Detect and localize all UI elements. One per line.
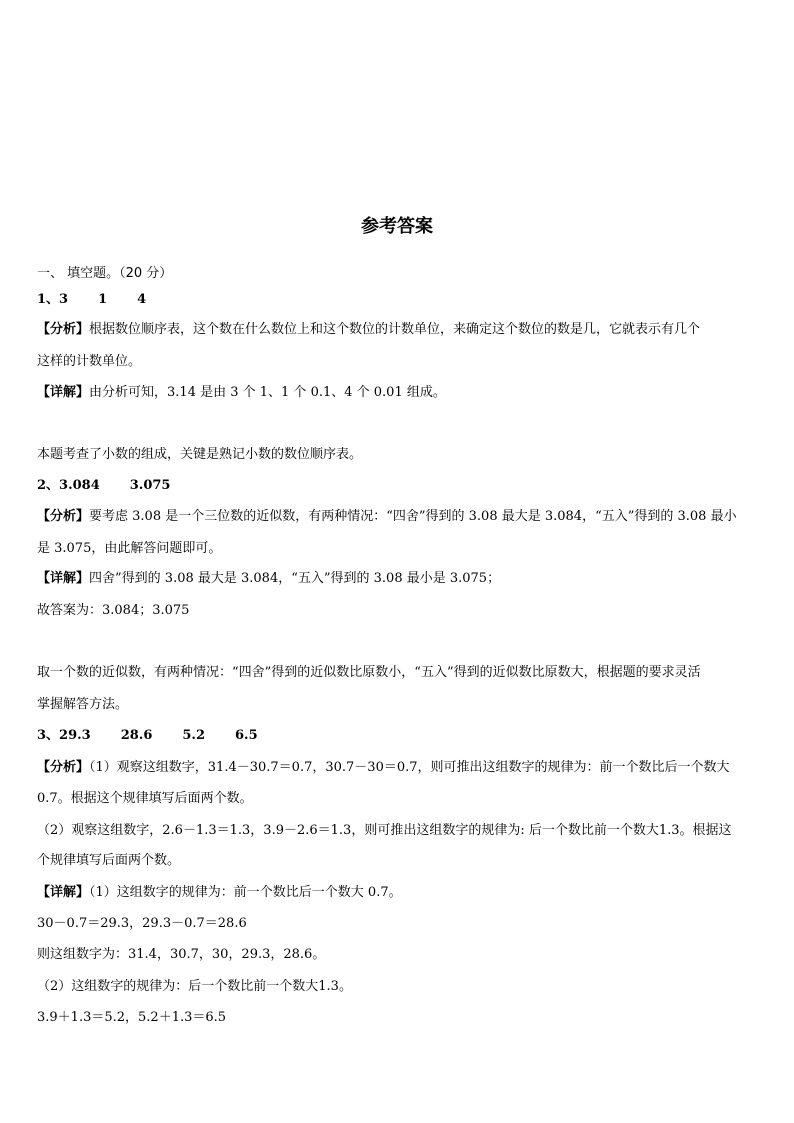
analysis-line — [37, 322, 759, 338]
analysis-text: （1）观察这组数字，31.4－30.7＝0.7，30.7－30＝0.7，则可推出这组数字的规律为：前一个数比后一个数大 — [89, 760, 730, 775]
detail-text: 四舍”得到的 3.08 最大是 3.084，“五入”得到的 3.08 最小是 3.075； — [89, 571, 501, 586]
detail-label: 【详解】 — [37, 571, 90, 586]
detail-line — [37, 571, 759, 587]
analysis-label: 【分析】 — [37, 509, 90, 524]
detail-line: 则这组数字为：31.4，30.7，30，29.3，28.6。 — [37, 947, 326, 962]
answer-value: 28.6 — [120, 728, 153, 743]
detail-text: 由分析可知，3.14 是由 3 个 1、1 个 0.1、4 个 0.01 组成。 — [89, 385, 446, 400]
detail-text: （1）这组数字的规律为：前一个数比后一个数大 0.7。 — [89, 885, 402, 900]
analysis-text: 根据数位顺序表，这个数在什么数位上和这个数位的计数单位，来确定这个数位的数是几，它就表示有几个 — [89, 322, 701, 337]
answer-value: 3.075 — [129, 478, 171, 493]
answer-1-values — [37, 292, 759, 308]
comment-line: 本题考查了小数的组成，关键是熟记小数的数位顺序表。 — [37, 447, 363, 462]
answer-number: 1、 — [37, 292, 60, 307]
answer-3-values — [37, 728, 759, 744]
answer-value: 5.2 — [182, 728, 206, 743]
answer-2-values — [37, 478, 759, 494]
answer-value: 29.3 — [59, 728, 91, 743]
detail-line: （2）这组数字的规律为：后一个数比前一个数大1.3。 — [37, 979, 352, 994]
answer-number: 3、 — [37, 728, 60, 743]
page-title: 参考答案 — [361, 216, 433, 237]
detail-label: 【详解】 — [37, 885, 90, 900]
answer-value: 3.084 — [59, 478, 100, 493]
analysis-label: 【分析】 — [37, 760, 90, 775]
detail-line: 3.9＋1.3＝5.2，5.2＋1.3＝6.5 — [37, 1010, 227, 1025]
analysis-line: 这样的计数单位。 — [37, 354, 142, 369]
detail-line — [37, 385, 759, 401]
analysis-line — [37, 509, 759, 525]
detail-label: 【详解】 — [37, 385, 90, 400]
analysis-text: 要考虑 3.08 是一个三位数的近似数，有两种情况：“四舍”得到的 3.08 最大是 3.084，“五入”得到的 3.08 最小 — [89, 509, 737, 524]
analysis-label: 【分析】 — [37, 322, 90, 337]
analysis-line: （2）观察这组数字，2.6－1.3＝1.3，3.9－2.6＝1.3，则可推出这组数字的规律为: 后一个数比前一个数大1.3。根据这 — [37, 823, 732, 838]
analysis-line — [37, 760, 759, 776]
answer-number: 2、 — [37, 478, 60, 493]
detail-line — [37, 885, 759, 901]
section-heading: 一、 填空题。（20 分） — [37, 266, 173, 281]
answer-value: 6.5 — [235, 728, 258, 743]
detail-line: 30－0.7＝29.3，29.3－0.7＝28.6 — [37, 916, 247, 931]
analysis-line: 是 3.075，由此解答问题即可。 — [37, 541, 222, 556]
comment-line: 取一个数的近似数，有两种情况：“四舍”得到的近似数比原数小，“五入”得到的近似数比原数大，根据题的要求灵活 — [37, 665, 701, 680]
analysis-line: 0.7。根据这个规律填写后面两个数。 — [37, 791, 253, 806]
answer-value: 4 — [137, 292, 147, 307]
analysis-line: 个规律填写后面两个数。 — [37, 853, 181, 868]
answer-value: 3 — [59, 292, 69, 307]
detail-line: 故答案为：3.084；3.075 — [37, 603, 190, 618]
comment-line: 掌握解答方法。 — [37, 697, 129, 712]
answer-value: 1 — [98, 292, 108, 307]
